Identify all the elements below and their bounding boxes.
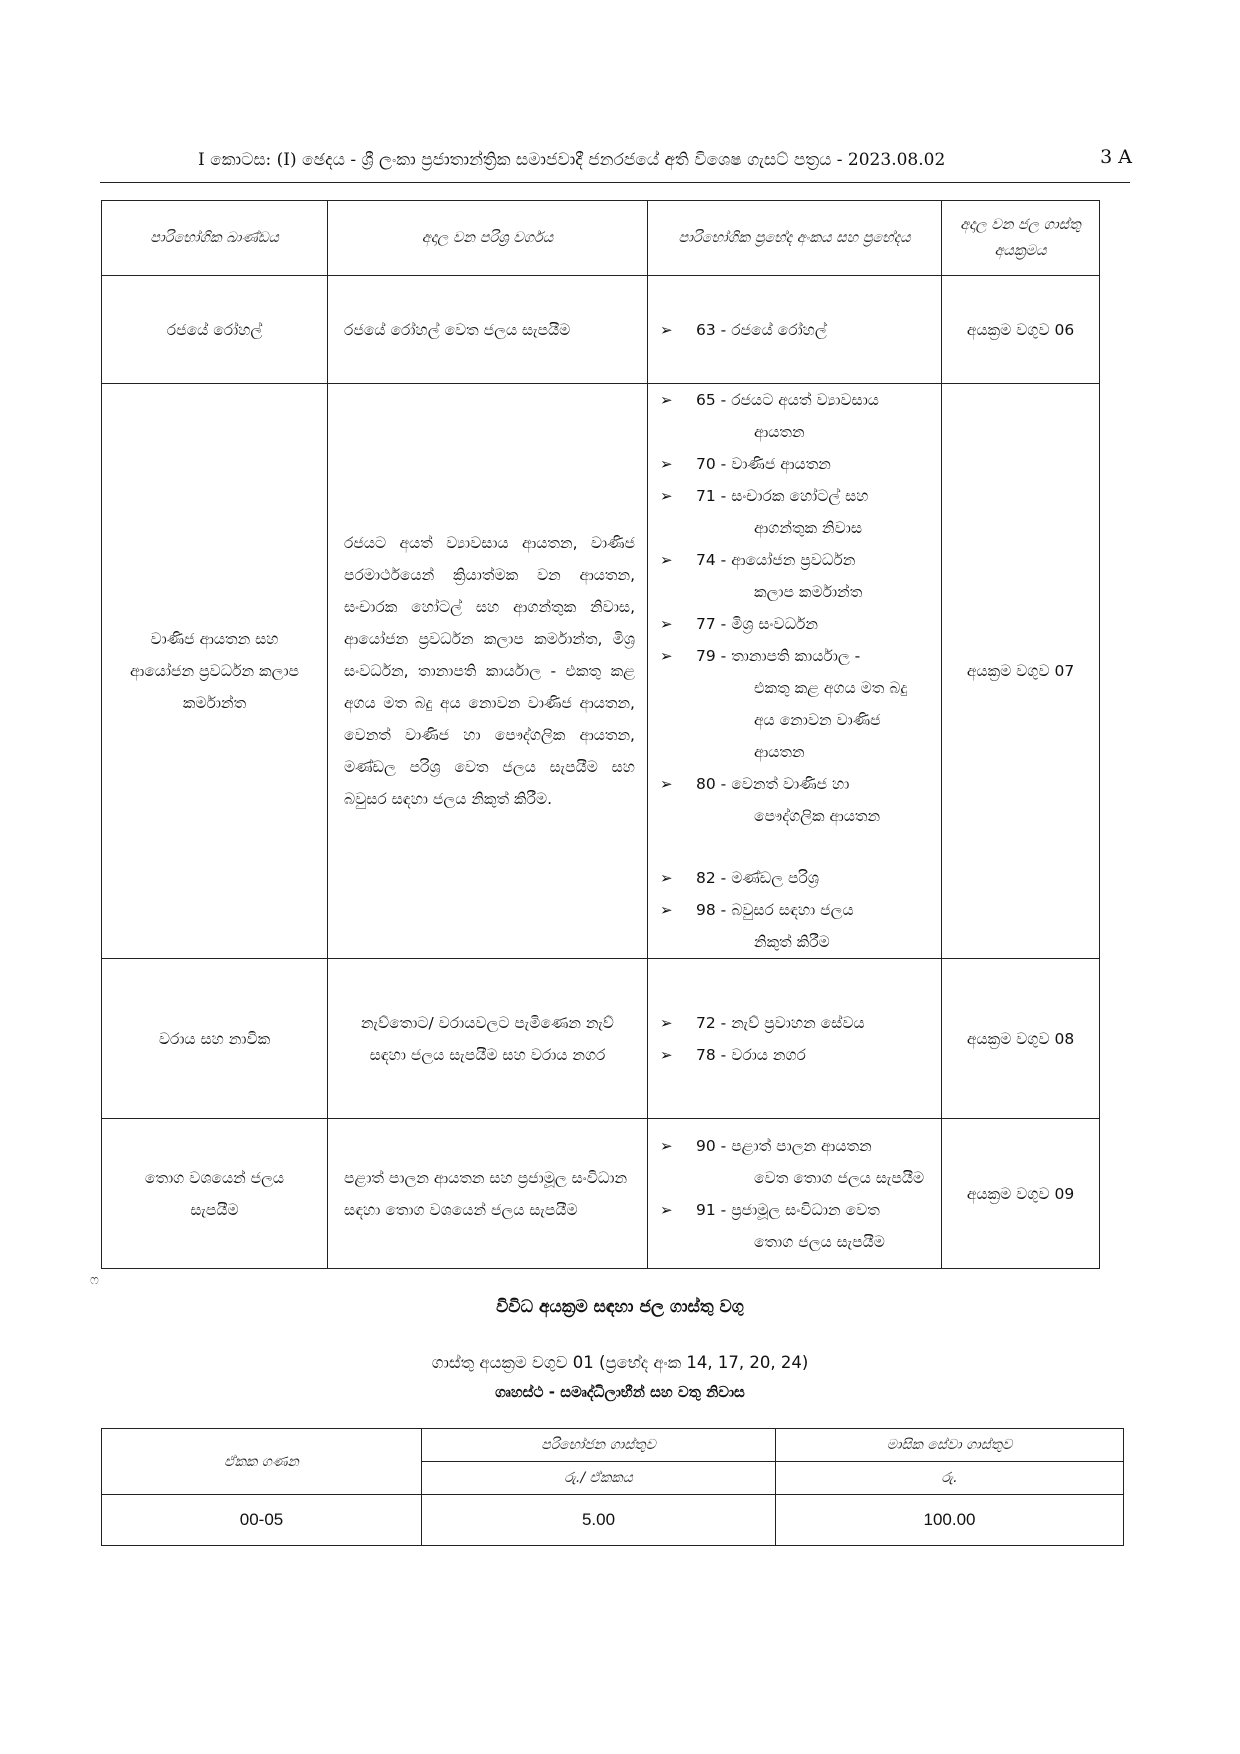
code-name-continued: කලාප කර්මාන්ත (754, 583, 863, 601)
code-number: 63 (696, 320, 716, 339)
list-item: ➢ 70 - වාණිජ ආයතන (660, 448, 931, 480)
header-monthly-service-charge: මාසික සේවා ගාස්තුව (776, 1429, 1124, 1462)
tariff-cell: අයක්‍රම වගුව 07 (942, 384, 1100, 959)
list-item: ➢ 65 - රජයට අයත් ව්‍යාවසාය ආයතන (660, 384, 931, 448)
code-name-continued: නිකුත් කිරීම (754, 933, 830, 951)
list-item: ➢ 71 - සංචාරක හෝටල් සහ ආගන්තුක නිවාස (660, 480, 931, 544)
codes-cell (648, 959, 942, 1119)
code-name: වාණිජ ආයතන (731, 455, 831, 473)
code-name: වෙනත් වාණිජ හා (731, 775, 850, 793)
list-item: ➢ 98 - බවුසර සඳහා ජලය නිකුත් කිරීම (660, 894, 931, 958)
code-name: රජයට අයත් ව්‍යාවසාය (731, 391, 879, 409)
code-number: 78 (696, 1045, 716, 1064)
list-item: ➢ 78 - වරාය නගර (660, 1039, 931, 1071)
code-name: නැව් ප්‍රවාහන සේවය (731, 1013, 865, 1032)
arrow-bullet-icon: ➢ (660, 1136, 673, 1155)
premises-cell: නැව්තොට/ වරායවලට පැමිණෙන නැව් සඳහා ජලය සැපයීම සහ වරාය නගර (328, 959, 648, 1119)
tariff-schedule-subtitle: ගෘහස්ථ - සමෘද්ධිලාභීන් සහ වතු නිවාස (495, 1383, 745, 1401)
arrow-bullet-icon: ➢ (660, 487, 673, 505)
arrow-bullet-icon: ➢ (660, 320, 673, 339)
code-number: 65 (696, 391, 716, 409)
gazette-header-text: I කොටස: (I) ඡෙදය - ශ්‍රී ලංකා ප්‍රජාතාන්ත්‍රික සමාජවාදී ජනරජයේ අති විශෙෂ ගැසට් පත්‍රය - 2023.08.02 (198, 150, 946, 170)
header-premises-type: අදාල වන පරිශ්‍ර වර්ගය (328, 201, 648, 276)
arrow-bullet-icon: ➢ (660, 869, 673, 887)
code-number: 74 (696, 551, 716, 569)
list-item: ➢ 77 - මිශ්‍ර සංවර්ධන (660, 608, 931, 640)
code-number: 82 (696, 869, 716, 887)
page-header (100, 146, 1132, 178)
table-header-row (102, 1429, 1124, 1462)
arrow-bullet-icon: ➢ (660, 647, 673, 665)
code-name: ප්‍රජාමූල සංවිධාන වෙත (731, 1200, 880, 1219)
arrow-bullet-icon: ➢ (660, 1045, 673, 1064)
table-row (102, 276, 1100, 384)
arrow-bullet-icon: ➢ (660, 1013, 673, 1032)
code-name-continued: තොග ජලය සැපයීම (754, 1232, 885, 1251)
codes-cell (648, 276, 942, 384)
table-row (102, 1495, 1124, 1546)
list-item: ➢ 79 - තානාපති කාර්යාල - එකතු කළ අගය මත බදු අය නොවන වාණිජ ආයතන (660, 640, 931, 768)
table-row (102, 1119, 1100, 1269)
code-number: 98 (696, 901, 716, 919)
header-consumer-category: පාරිභෝගික ඛාණ්ඩය (102, 201, 328, 276)
list-item: ➢ 80 - වෙනත් වාණිජ හා පෞද්ගලික ආයතන (660, 768, 931, 832)
header-usage-charge: පරිභෝජන ගාස්තුව (422, 1429, 776, 1462)
section-title: විවිධ අයක්‍රම සඳහා ජල ගාස්තු වගු (496, 1297, 744, 1317)
usage-cell: 5.00 (422, 1495, 776, 1546)
tariff-cell: අයක්‍රම වගුව 08 (942, 959, 1100, 1119)
code-number: 71 (696, 487, 716, 505)
code-name: මිශ්‍ර සංවර්ධන (731, 615, 819, 633)
consumer-category-table (101, 200, 1100, 1269)
code-name-continued: පෞද්ගලික ආයතන (754, 807, 881, 825)
list-item: ➢ 74 - ආයෝජන ප්‍රවර්ධන කලාප කර්මාන්ත (660, 544, 931, 608)
category-cell: තොග වශයෙන් ජලය සැපයීම (102, 1119, 328, 1269)
premises-cell: පළාත් පාලන ආයතන සහ ප්‍රජාමූල සංවිධාන සඳහා තොග වශයෙන් ජලය සැපයීම (328, 1119, 648, 1269)
code-name: ආයෝජන ප්‍රවර්ධන (731, 551, 856, 569)
tariff-cell: අයක්‍රම වගුව 09 (942, 1119, 1100, 1269)
code-name-continued: එකතු කළ අගය මත බදු අය නොවන වාණිජ ආයතන (754, 679, 908, 761)
header-tariff-schedule: අදාල වන ජල ගාස්තු අයක්‍රමය (942, 201, 1100, 276)
code-name-continued: වෙත තොග ජලය සැපයීම (754, 1168, 925, 1187)
category-cell: වාණිජ ආයතන සහ ආයෝජන ප්‍රවර්ධන කලාප කර්මාන්ත (102, 384, 328, 959)
arrow-bullet-icon: ➢ (660, 901, 673, 919)
list-item: ➢ 72 - නැව් ප්‍රවාහන සේවය (660, 1007, 931, 1039)
list-item: ➢ 90 - පළාත් පාලන ආයතන වෙත තොග ජලය සැපයීම (660, 1130, 931, 1194)
code-number: 77 (696, 615, 716, 633)
list-spacer (660, 832, 931, 862)
header-subcategory-code: පාරිභෝගික ප්‍රභේද අංකය සහ ප්‍රභේදය (648, 201, 942, 276)
table-header-row (102, 201, 1100, 276)
arrow-bullet-icon: ➢ (660, 775, 673, 793)
category-cell: රජයේ රෝහල් (102, 276, 328, 384)
list-item: ➢ 82 - මණ්ඩල පරිශ්‍ර (660, 862, 931, 894)
codes-cell (648, 1119, 942, 1269)
code-name: සංචාරක හෝටල් සහ (731, 487, 869, 505)
codes-cell (648, 384, 942, 959)
code-name-continued: ආගන්තුක නිවාස (754, 519, 863, 537)
code-number: 79 (696, 647, 716, 665)
arrow-bullet-icon: ➢ (660, 615, 673, 633)
tariff-cell: අයක්‍රම වගුව 06 (942, 276, 1100, 384)
tariff-table (101, 1428, 1124, 1546)
page-number: 3 A (1100, 146, 1132, 168)
code-name: මණ්ඩල පරිශ්‍ර (731, 869, 819, 887)
header-rule (100, 182, 1130, 183)
header-units: ඒකක ගණන (102, 1429, 422, 1495)
tariff-schedule-title: ගාස්තු අයක්‍රම වගුව 01 (ප්‍රභේද අංක 14, 17, 20, 24) (431, 1353, 809, 1372)
code-number: 91 (696, 1200, 716, 1219)
table-row (102, 384, 1100, 959)
code-name: බවුසර සඳහා ජලය (731, 901, 854, 919)
code-name: පළාත් පාලන ආයතන (731, 1136, 872, 1155)
premises-cell: රජයට අයත් ව්‍යාවසාය ආයතන, වාණිජ පරමාර්ථයෙන් ක්‍රියාත්මක වන ආයතන, සංචාරක හෝටල් සහ ආගන්තුක නිවාස, ආයෝජන ප්‍රවර්ධන කලාප කර්මාන්ත, මිශ්‍ර සංවර්ධන, තානාපති කාර්යාල - එකතු කළ අගය මත බදු අය නොවන වාණිජ ආයතන, වෙනත් වාණිජ හා පෞද්ගලික ආයතන, මණ්ඩල පරිශ්‍ර වෙත ජලය සැපයීම සහ බවුසර සඳහා ජලය නිකුත් කිරීම. (328, 384, 648, 959)
list-item: ➢ 63 - රජයේ රෝහල් (660, 314, 931, 346)
arrow-bullet-icon: ➢ (660, 391, 673, 409)
table-row (102, 959, 1100, 1119)
arrow-bullet-icon: ➢ (660, 455, 673, 473)
category-cell: වරාය සහ නාවික (102, 959, 328, 1119)
code-name: වරාය නගර (731, 1045, 806, 1064)
stray-mark: ෆ (90, 1273, 99, 1288)
units-cell: 00-05 (102, 1495, 422, 1546)
header-service-unit: රු. (776, 1462, 1124, 1495)
code-name-continued: ආයතන (754, 423, 805, 441)
code-name: තානාපති කාර්යාල - (731, 647, 861, 665)
service-cell: 100.00 (776, 1495, 1124, 1546)
code-number: 70 (696, 455, 716, 473)
premises-cell: රජයේ රෝහල් වෙත ජලය සැපයීම (328, 276, 648, 384)
code-number: 90 (696, 1136, 716, 1155)
code-name: රජයේ රෝහල් (731, 320, 827, 339)
arrow-bullet-icon: ➢ (660, 1200, 673, 1219)
list-item: ➢ 91 - ප්‍රජාමූල සංවිධාන වෙත තොග ජලය සැපයීම (660, 1194, 931, 1258)
header-usage-unit: රු./ ඒකකය (422, 1462, 776, 1495)
code-number: 80 (696, 775, 716, 793)
arrow-bullet-icon: ➢ (660, 551, 673, 569)
code-number: 72 (696, 1013, 716, 1032)
